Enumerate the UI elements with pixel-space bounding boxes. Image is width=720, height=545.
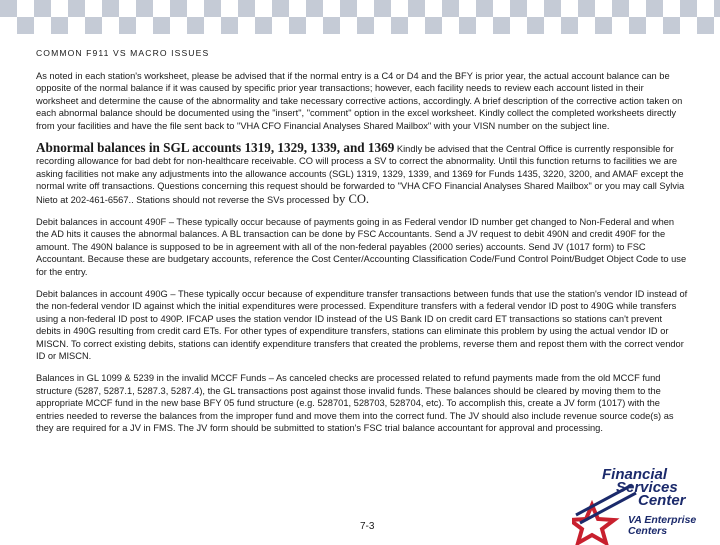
grid-square bbox=[204, 17, 221, 34]
grid-square bbox=[493, 17, 510, 34]
grid-square bbox=[68, 0, 85, 17]
grid-square bbox=[510, 0, 527, 17]
grid-square bbox=[204, 0, 221, 17]
grid-square bbox=[612, 17, 629, 34]
grid-square bbox=[425, 0, 442, 17]
grid-square bbox=[391, 17, 408, 34]
grid-square bbox=[306, 17, 323, 34]
grid-square bbox=[306, 0, 323, 17]
sgl-tail: by CO. bbox=[329, 191, 370, 206]
grid-square bbox=[17, 17, 34, 34]
grid-square bbox=[493, 0, 510, 17]
grid-square bbox=[476, 17, 493, 34]
logo-line1: Financial bbox=[602, 466, 668, 483]
grid-square bbox=[578, 17, 595, 34]
financial-services-center-logo bbox=[572, 465, 720, 545]
debit-490g-paragraph: Debit balances in account 490G – These typically occur because of expenditure transfer transactions between funds that use the station's vendor ID instead of the non-federal vendor ID against which the initial expenditures were processed. Expenditure transfers with a federal vendor ID post to 490G while transfers using a non-federal ID post to 490P. IFCAP uses the station vendor ID instead of the US Bank ID on credit card ET transactions so stations can't prevent debits in 490G resulting from credit card ETs. For other types of expenditure transfers, stations can eliminate this problem by using the actual vendor ID or MISCN. To correct existing debits, stations can identify expenditure transfers that created the problems, reverse them and repost them with the correct vendor ID or MISCN. bbox=[36, 288, 688, 362]
grid-square bbox=[663, 0, 680, 17]
intro-paragraph: As noted in each station's worksheet, please be advised that if the normal entry is a C4 or D4 and the BFY is prior year, the actual account balance can be opposite of the normal balance if it was caused by specific prior year transactions; however, each facility needs to review each account listed in their worksheet and determine the cause of the abnormality and take necessary corrective actions, accordingly. A brief description of the corrective action taken on each abnormal balance should be documented using the "insert", "comment" option in the excel worksheet. Kindly collect the completed worksheets directly from your facilities and have the file sent back to "VHA CFO Financial Analyses Shared Mailbox" with your VISN number on the subject line. bbox=[36, 70, 683, 131]
sgl-body: Kindly be advised that the Central Office is currently responsible for recording allowance for bad debt for non-healthcare receivable. CO will process a SV to correct the abnormality. Until this function returns to facilities we are asking facilities not make any adjustments into the allowance accounts (SGL) 1319, 1329, 1339, and 1369 for Funds 1435, 3220, 3200, and AMAF except the normal write off transactions. Questions concerning this request should be forwarded to "VHA CFO Financial Analyses Shared Mailbox" or you may call Sylvia Nieto at 202-461-6567.. Stations should not reverse the SVs processed bbox=[36, 143, 685, 205]
grid-square bbox=[187, 17, 204, 34]
grid-square bbox=[119, 17, 136, 34]
grid-square bbox=[561, 17, 578, 34]
grid-square bbox=[238, 0, 255, 17]
grid-square bbox=[680, 0, 697, 17]
grid-square bbox=[357, 0, 374, 17]
grid-square bbox=[187, 0, 204, 17]
grid-square bbox=[544, 0, 561, 17]
grid-square bbox=[714, 17, 720, 34]
grid-square bbox=[476, 0, 493, 17]
grid-square bbox=[51, 0, 68, 17]
grid-square bbox=[323, 17, 340, 34]
sgl-paragraph bbox=[36, 139, 688, 207]
grid-square bbox=[0, 17, 17, 34]
grid-square bbox=[663, 17, 680, 34]
grid-square bbox=[272, 17, 289, 34]
grid-square bbox=[714, 0, 720, 17]
grid-square bbox=[629, 17, 646, 34]
grid-square bbox=[442, 17, 459, 34]
grid-square bbox=[425, 17, 442, 34]
mccf-paragraph: Balances in GL 1099 & 5239 in the invalid MCCF Funds – As canceled checks are processed related to refund payments made from the old MCCF fund structure (5287, 5287.1, 5287.3, 5287.4), the GL transactions post against those invalid funds. These balances should be cleared by moving them to the appropriate MCCF fund in the new base BFY 05 fund structure (e.g. 528701, 528703, 528704, etc). To accomplish this, create a JV form (1017) with the entries needed to reverse the balances from the improper fund and move them into the correct fund. The JV should also include revenue source code(s) as they are required for a JV in FMS. The JV form should be submitted to station's FSC trial balance accountant for approval and processing. bbox=[36, 373, 674, 434]
grid-square bbox=[221, 0, 238, 17]
grid-square bbox=[102, 17, 119, 34]
grid-square bbox=[527, 0, 544, 17]
grid-square bbox=[323, 0, 340, 17]
grid-square bbox=[697, 17, 714, 34]
grid-square bbox=[272, 0, 289, 17]
grid-square bbox=[289, 0, 306, 17]
grid-square bbox=[646, 17, 663, 34]
grid-square bbox=[612, 0, 629, 17]
decorative-grid-bottom bbox=[0, 17, 720, 34]
grid-square bbox=[136, 17, 153, 34]
grid-square bbox=[374, 0, 391, 17]
grid-square bbox=[340, 0, 357, 17]
grid-square bbox=[510, 17, 527, 34]
grid-square bbox=[697, 0, 714, 17]
grid-square bbox=[102, 0, 119, 17]
grid-square bbox=[357, 17, 374, 34]
logo-line5: Centers bbox=[628, 525, 668, 537]
grid-square bbox=[391, 0, 408, 17]
grid-square bbox=[170, 0, 187, 17]
grid-square bbox=[119, 0, 136, 17]
logo-line4: VA Enterprise bbox=[628, 514, 697, 526]
grid-square bbox=[51, 17, 68, 34]
grid-square bbox=[340, 17, 357, 34]
grid-square bbox=[255, 0, 272, 17]
grid-square bbox=[34, 17, 51, 34]
grid-square bbox=[442, 0, 459, 17]
page-heading: COMMON F911 VS MACRO ISSUES bbox=[36, 48, 210, 58]
grid-square bbox=[578, 0, 595, 17]
grid-square bbox=[238, 17, 255, 34]
grid-square bbox=[408, 0, 425, 17]
logo-line3: Center bbox=[638, 492, 686, 509]
decorative-grid-top bbox=[0, 0, 720, 17]
grid-square bbox=[170, 17, 187, 34]
grid-square bbox=[459, 17, 476, 34]
debit-490f-paragraph: Debit balances in account 490F – These typically occur because of payments going in as Federal vendor ID number get changed to Non-Federal and when the AD hits it causes the abnormal balances. A BL transaction can be done by FSC Accountants. Send a JV request to debit 490N and credit 490F for the amount. The 490N balance is supposed to be in agreement with all of the non-federal payables (2000 series) accounts. Send JV (1017 form) to FSC Accountant. Because these are budgetary accounts, reference the Cost Center/Accounting Classification Code/Fund Control Point/Budget Object Code to use for the entry. bbox=[36, 216, 687, 277]
logo-line2: Services bbox=[616, 479, 678, 496]
grid-square bbox=[85, 17, 102, 34]
grid-square bbox=[289, 17, 306, 34]
grid-square bbox=[34, 0, 51, 17]
grid-square bbox=[561, 0, 578, 17]
grid-square bbox=[408, 17, 425, 34]
grid-square bbox=[544, 17, 561, 34]
grid-square bbox=[646, 0, 663, 17]
grid-square bbox=[680, 17, 697, 34]
grid-square bbox=[221, 17, 238, 34]
grid-square bbox=[85, 0, 102, 17]
grid-square bbox=[459, 0, 476, 17]
grid-square bbox=[136, 0, 153, 17]
grid-square bbox=[629, 0, 646, 17]
grid-square bbox=[153, 17, 170, 34]
grid-square bbox=[595, 0, 612, 17]
grid-square bbox=[153, 0, 170, 17]
page-number: 7-3 bbox=[360, 521, 375, 532]
document-body bbox=[36, 47, 688, 444]
grid-square bbox=[17, 0, 34, 17]
grid-square bbox=[595, 17, 612, 34]
grid-square bbox=[68, 17, 85, 34]
grid-square bbox=[527, 17, 544, 34]
sgl-title: Abnormal balances in SGL accounts 1319, 1329, 1339, and 1369 bbox=[36, 139, 395, 155]
grid-square bbox=[374, 17, 391, 34]
grid-square bbox=[0, 0, 17, 17]
grid-square bbox=[255, 17, 272, 34]
